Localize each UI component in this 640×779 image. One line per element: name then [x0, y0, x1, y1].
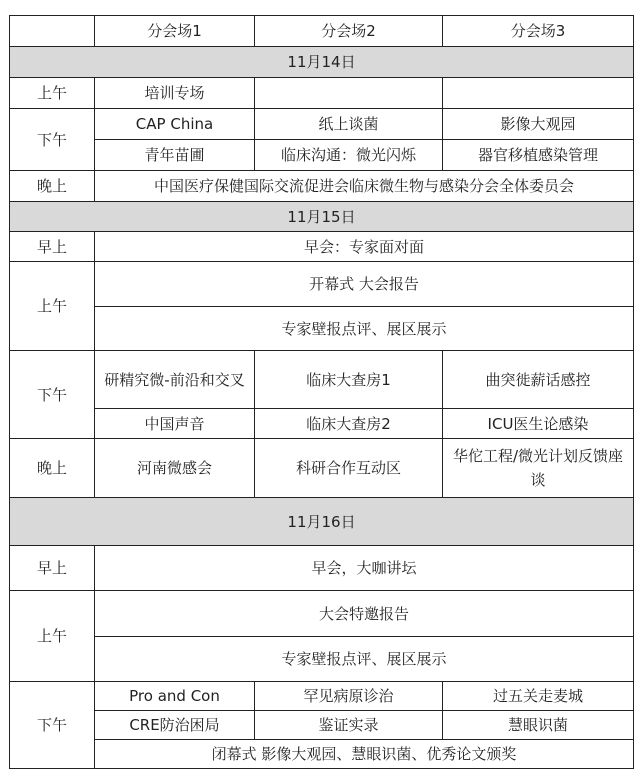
session-row	[10, 171, 634, 202]
day-header-row	[10, 202, 634, 232]
day-date: 11月14日	[10, 47, 634, 78]
session-cell: 青年苗圃	[95, 140, 255, 171]
session-cell: ICU医生论感染	[443, 409, 634, 439]
header-venue3: 分会场3	[443, 16, 634, 47]
schedule-table	[9, 15, 634, 769]
session-row	[10, 409, 634, 439]
session-row	[10, 307, 634, 351]
session-cell	[443, 78, 634, 109]
session-cell: 临床大查房1	[255, 351, 443, 409]
time-label: 晚上	[10, 171, 95, 202]
time-label: 下午	[10, 682, 95, 769]
session-cell	[255, 78, 443, 109]
header-venue2: 分会场2	[255, 16, 443, 47]
day-header-row	[10, 498, 634, 546]
session-cell: CAP China	[95, 109, 255, 140]
session-cell: 华佗工程/微光计划反馈座谈	[443, 439, 634, 498]
day-date: 11月16日	[10, 498, 634, 546]
header-venue1: 分会场1	[95, 16, 255, 47]
session-cell: 器官移植感染管理	[443, 140, 634, 171]
session-row	[10, 262, 634, 307]
session-cell: 研精究微-前沿和交叉	[95, 351, 255, 409]
day-header-row	[10, 47, 634, 78]
session-cell-wide: 开幕式 大会报告	[95, 262, 634, 307]
session-row	[10, 232, 634, 262]
session-cell: 鉴证实录	[255, 711, 443, 740]
time-label: 上午	[10, 78, 95, 109]
time-label: 下午	[10, 109, 95, 171]
session-cell: 临床大查房2	[255, 409, 443, 439]
time-label: 晚上	[10, 439, 95, 498]
time-label: 上午	[10, 262, 95, 351]
session-row	[10, 78, 634, 109]
session-cell-wide: 专家壁报点评、展区展示	[95, 637, 634, 682]
session-cell-wide: 中国医疗保健国际交流促进会临床微生物与感染分会全体委员会	[95, 171, 634, 202]
session-cell: 河南微感会	[95, 439, 255, 498]
time-label: 早上	[10, 546, 95, 591]
header-row	[10, 16, 634, 47]
session-row	[10, 711, 634, 740]
session-cell-wide: 专家壁报点评、展区展示	[95, 307, 634, 351]
session-row	[10, 740, 634, 769]
session-cell: CRE防治困局	[95, 711, 255, 740]
session-row	[10, 140, 634, 171]
header-blank-cell	[10, 16, 95, 47]
session-cell: 慧眼识菌	[443, 711, 634, 740]
session-cell-wide: 早会，大咖讲坛	[95, 546, 634, 591]
session-row	[10, 546, 634, 591]
session-row	[10, 637, 634, 682]
session-cell-wide: 大会特邀报告	[95, 591, 634, 637]
session-row	[10, 351, 634, 409]
session-cell: 培训专场	[95, 78, 255, 109]
session-cell: 中国声音	[95, 409, 255, 439]
session-cell-wide: 闭幕式 影像大观园、慧眼识菌、优秀论文颁奖	[95, 740, 634, 769]
session-row	[10, 439, 634, 498]
time-label: 下午	[10, 351, 95, 439]
session-cell: 临床沟通：微光闪烁	[255, 140, 443, 171]
session-cell-wide: 早会：专家面对面	[95, 232, 634, 262]
session-row	[10, 591, 634, 637]
session-cell: 科研合作互动区	[255, 439, 443, 498]
time-label: 早上	[10, 232, 95, 262]
session-cell: Pro and Con	[95, 682, 255, 711]
session-cell: 罕见病原诊治	[255, 682, 443, 711]
session-cell: 影像大观园	[443, 109, 634, 140]
day-date: 11月15日	[10, 202, 634, 232]
session-cell: 过五关走麦城	[443, 682, 634, 711]
session-row	[10, 682, 634, 711]
session-cell: 曲突徙薪话感控	[443, 351, 634, 409]
time-label: 上午	[10, 591, 95, 682]
session-row	[10, 109, 634, 140]
session-cell: 纸上谈菌	[255, 109, 443, 140]
